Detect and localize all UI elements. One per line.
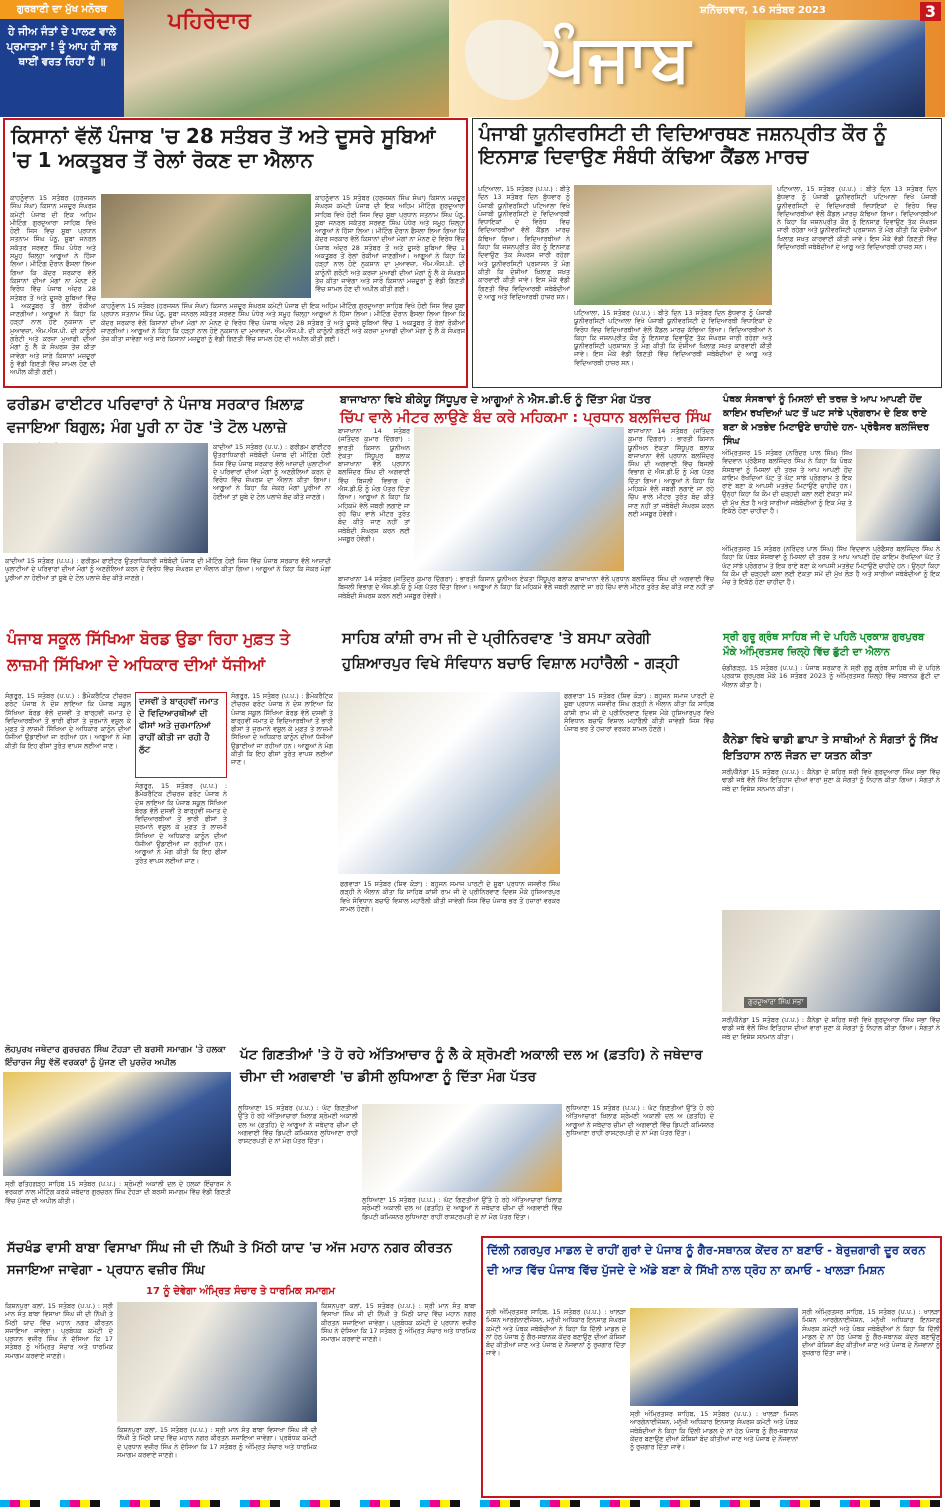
article-meter-body-cont: ਬਾਜਾਖਾਨਾ 14 ਸਤੰਬਰ (ਜਤਿੰਦਰ ਕੁਮਾਰ ਦਿੱਗਰਾ) : ਭਾਰਤੀ ਕਿਸਾਨ ਯੂਨੀਅਨ ਏਕਤਾ ਸਿੱਧੂਪੁਰ ਬਲਾਕ ਬਾਜਾਖਾਨਾ ਵੱਲੋਂ ਪ੍ਰਧਾਨ ਬਲਜਿੰਦਰ ਸਿੰਘ ਦੀ ਅਗਵਾਈ ਵਿੱਚ ਬਿਜਲੀ ਵਿਭਾਗ ਦੇ ਐਸ.ਡੀ.ਓ ਨੂੰ ਮੰਗ ਪੱਤਰ ਦਿੱਤਾ ਗਿਆ। ਆਗੂਆਂ ਨੇ ਕਿਹਾ ਕਿ ਮਹਿਕਮੇ ਵੱਲੋਂ ਜਬਰੀ ਲਗਾਏ ਜਾ ਰਹੇ ਚਿੱਪ ਵਾਲੇ ਮੀਟਰ ਤੁਰੰਤ ਬੰਦ ਕੀਤੇ ਜਾਣ ਨਹੀਂ ਤਾਂ ਜਥੇਬੰਦੀ ਸੰਘਰਸ਼ ਕਰਨ ਲਈ ਮਜਬੂਰ ਹੋਵੇਗੀ। — [628, 427, 714, 518]
article-gurpurab-body: ਚੰਡੀਗੜ੍ਹ, 15 ਸਤੰਬਰ (ਪ.ਪ.) : ਪੰਜਾਬ ਸਰਕਾਰ ਨੇ ਸ੍ਰੀ ਗੁਰੂ ਗ੍ਰੰਥ ਸਾਹਿਬ ਜੀ ਦੇ ਪਹਿਲੇ ਪ੍ਰਕਾਸ਼ ਗੁਰਪੁਰਬ ਮੌਕੇ 16 ਸਤੰਬਰ 2023 ਨੂੰ ਅੰਮ੍ਰਿਤਸਰ ਜ਼ਿਲ੍ਹੇ ਵਿੱਚ ਸਥਾਨਕ ਛੁੱਟੀ ਦਾ ਐਲਾਨ ਕੀਤਾ ਹੈ। — [722, 664, 940, 689]
article-meter-headline: ਚਿੱਪ ਵਾਲੇ ਮੀਟਰ ਲਾਉਣੇ ਬੰਦ ਕਰੇ ਮਹਿਕਮਾ : ਪ੍ਰਧਾਨ ਬਲਜਿੰਦਰ ਸਿੰਘ — [340, 410, 711, 427]
article-panthak-body-cont: ਅੰਮ੍ਰਿਤਸਰ 15 ਸਤੰਬਰ (ਨਰਿੰਦਰ ਪਾਲ ਸਿੰਘ) ਸਿੱਖ ਵਿਦਵਾਨ ਪ੍ਰੋਫੈਸਰ ਬਲਜਿੰਦਰ ਸਿੰਘ ਨੇ ਕਿਹਾ ਕਿ ਪੰਥਕ ਸੰਸਥਾਵਾਂ ਨੂੰ ਮਿਸਲਾਂ ਦੀ ਤਰਜ਼ ਤੇ ਆਪ ਆਪਣੀ ਹੋਂਦ ਕਾਇਮ ਰੱਖਦਿਆਂ ਘੱਟ ਤੋਂ ਘੱਟ ਸਾਂਝੇ ਪ੍ਰੋਗਰਾਮ ਤੇ ਇਕ ਰਾਏ ਬਣਾ ਕੇ ਆਪਸੀ ਮਤਭੇਦ ਮਿਟਾਉਣੇ ਚਾਹੀਦੇ ਹਨ। ਉਨ੍ਹਾਂ ਕਿਹਾ ਕਿ ਕੌਮ ਦੀ ਚੜ੍ਹਦੀ ਕਲਾ ਲਈ ਏਕਤਾ ਸਮੇਂ ਦੀ ਮੁੱਖ ਲੋੜ ਹੈ ਅਤੇ ਸਾਰੀਆਂ ਜਥੇਬੰਦੀਆਂ ਨੂੰ ਇਕ ਮੰਚ ਤੇ ਇਕੱਠੇ ਹੋਣਾ ਚਾਹੀਦਾ ਹੈ। — [722, 545, 940, 587]
article-meter-photo — [414, 427, 624, 571]
article-university-body: ਪਟਿਆਲਾ, 15 ਸਤੰਬਰ (ਪ.ਪ.) : ਬੀਤੇ ਦਿਨ 13 ਸਤੰਬਰ ਦਿਨ ਬੁੱਧਵਾਰ ਨੂੰ ਪੰਜਾਬੀ ਯੂਨੀਵਰਸਿਟੀ ਪਟਿਆਲਾ ਵਿਖੇ ਪੰਜਾਬੀ ਯੂਨੀਵਰਸਿਟੀ ਦੇ ਵਿਦਿਆਰਥੀ ਵਿਧਾਇਕਾਂ ਦੇ ਵਿਰੋਧ ਵਿਚ ਵਿਦਿਆਰਥੀਆਂ ਵੱਲੋਂ ਕੈਂਡਲ ਮਾਰਚ ਕੱਢਿਆ ਗਿਆ। ਵਿਦਿਆਰਥੀਆਂ ਨੇ ਕਿਹਾ ਕਿ ਜਸ਼ਨਪ੍ਰੀਤ ਕੌਰ ਨੂੰ ਇਨਸਾਫ਼ ਦਿਵਾਉਣ ਤੱਕ ਸੰਘਰਸ਼ ਜਾਰੀ ਰਹੇਗਾ ਅਤੇ ਯੂਨੀਵਰਸਿਟੀ ਪ੍ਰਸ਼ਾਸਨ ਤੋਂ ਮੰਗ ਕੀਤੀ ਕਿ ਦੋਸ਼ੀਆਂ ਖ਼ਿਲਾਫ਼ ਸਖ਼ਤ ਕਾਰਵਾਈ ਕੀਤੀ ਜਾਵੇ। ਇਸ ਮੌਕੇ ਵੱਡੀ ਗਿਣਤੀ ਵਿੱਚ ਵਿਦਿਆਰਥੀ ਜਥੇਬੰਦੀਆਂ ਦੇ ਆਗੂ ਅਤੇ ਵਿਦਿਆਰਥੀ ਹਾਜ਼ਰ ਸਨ। — [478, 185, 570, 301]
article-canada-body: ਸਰੀ/ਕੈਨੇਡਾ 15 ਸਤੰਬਰ (ਪ.ਪ.) : ਕੈਨੇਡਾ ਦੇ ਸ਼ਹਿਰ ਸਰੀ ਵਿਖੇ ਗੁਰਦੁਆਰਾ ਸਿੰਘ ਸਭਾ ਵਿੱਚ ਢਾਡੀ ਜਥੇ ਵੱਲੋਂ ਸਿੱਖ ਇਤਿਹਾਸ ਦੀਆਂ ਵਾਰਾਂ ਸੁਣਾ ਕੇ ਸੰਗਤਾਂ ਨੂੰ ਨਿਹਾਲ ਕੀਤਾ ਗਿਆ। ਸੰਗਤਾਂ ਨੇ ਜਥੇ ਦਾ ਵਿਸ਼ੇਸ਼ ਸਨਮਾਨ ਕੀਤਾ। — [722, 768, 940, 793]
article-panthak-photo — [856, 449, 940, 541]
article-canada-photo-caption: ਗੁਰਦੁਆਰਾ ਸਿੰਘ ਸਭਾ — [744, 997, 807, 1008]
article-rally-headline: ਸਾਹਿਬ ਕਾਂਸ਼ੀ ਰਾਮ ਜੀ ਦੇ ਪ੍ਰੀਨਿਰਵਾਣ 'ਤੇ ਬਸਪਾ ਕਰੇਗੀ ਹੁਸ਼ਿਆਰਪੁਰ ਵਿਖੇ ਸੰਵਿਧਾਨ ਬਚਾਓ ਵਿਸ਼ਾਲ ਮਹਾਂਰੈਲੀ - ਗੜ੍ਹੀ — [342, 629, 679, 672]
article-education-headline: ਪੰਜਾਬ ਸਕੂਲ ਸਿੱਖਿਆ ਬੋਰਡ ਉਡਾ ਰਿਹਾ ਮੁਫ਼ਤ ਤੇ ਲਾਜ਼ਮੀ ਸਿੱਖਿਆ ਦੇ ਅਧਿਕਾਰ ਦੀਆਂ ਧੱਜੀਆਂ — [7, 629, 291, 674]
article-freedom — [3, 391, 333, 619]
article-canada — [720, 730, 942, 1110]
article-panthak — [720, 391, 942, 623]
article-delhi-body-cont2: ਸ੍ਰੀ ਅੰਮ੍ਰਿਤਸਰ ਸਾਹਿਬ, 15 ਸਤੰਬਰ (ਪ.ਪ.) : ਖਾਲੜਾ ਮਿਸ਼ਨ ਆਰਗੇਨਾਈਜੇਸ਼ਨ, ਮਨੁੱਖੀ ਅਧਿਕਾਰ ਇਨਸਾਫ਼ ਸੰਘਰਸ਼ ਕਮੇਟੀ ਅਤੇ ਪੰਥਕ ਜਥੇਬੰਦੀਆਂ ਨੇ ਕਿਹਾ ਕਿ ਦਿੱਲੀ ਮਾਡਲ ਦੇ ਨਾਂ ਹੇਠ ਪੰਜਾਬ ਨੂੰ ਗੈਰ-ਸਥਾਨਕ ਕੇਂਦਰ ਬਣਾਉਣ ਦੀਆਂ ਕੋਸ਼ਿਸ਼ਾਂ ਬੰਦ ਕੀਤੀਆਂ ਜਾਣ ਅਤੇ ਪੰਜਾਬ ਦੇ ਨੌਜਵਾਨਾਂ ਨੂੰ ਰੁਜ਼ਗਾਰ ਦਿੱਤਾ ਜਾਵੇ। — [802, 1308, 940, 1358]
article-meter — [336, 391, 716, 619]
article-university-headline: ਪੰਜਾਬੀ ਯੂਨੀਵਰਸਿਟੀ ਦੀ ਵਿਦਿਆਰਥਣ ਜਸ਼ਨਪ੍ਰੀਤ ਕੌਰ ਨੂੰ ਇਨਸਾਫ਼ ਦਿਵਾਉਣ ਸੰਬੰਧੀ ਕੱਢਿਆ ਕੈਂਡਲ ਮਾਰਚ — [479, 123, 887, 169]
article-rally-body: ਫਗਵਾੜਾ 15 ਸਤੰਬਰ (ਸ਼ਿਵ ਕੋੜਾ) : ਬਹੁਜਨ ਸਮਾਜ ਪਾਰਟੀ ਦੇ ਸੂਬਾ ਪ੍ਰਧਾਨ ਜਸਵੀਰ ਸਿੰਘ ਗੜ੍ਹੀ ਨੇ ਐਲਾਨ ਕੀਤਾ ਕਿ ਸਾਹਿਬ ਕਾਂਸ਼ੀ ਰਾਮ ਜੀ ਦੇ ਪ੍ਰੀਨਿਰਵਾਣ ਦਿਵਸ ਮੌਕੇ ਹੁਸ਼ਿਆਰਪੁਰ ਵਿਖੇ ਸੰਵਿਧਾਨ ਬਚਾਓ ਵਿਸ਼ਾਲ ਮਹਾਂਰੈਲੀ ਕੀਤੀ ਜਾਵੇਗੀ ਜਿਸ ਵਿੱਚ ਪੰਜਾਬ ਭਰ ਤੋਂ ਹਜ਼ਾਰਾਂ ਵਰਕਰ ਸ਼ਾਮਲ ਹੋਣਗੇ। — [564, 692, 714, 734]
article-education-body-cont2: ਸੰਗਰੂਰ, 15 ਸਤੰਬਰ (ਪ.ਪ.) : ਡੈਮੋਕਰੈਟਿਕ ਟੀਚਰਜ਼ ਫਰੰਟ ਪੰਜਾਬ ਨੇ ਦੋਸ਼ ਲਾਇਆ ਕਿ ਪੰਜਾਬ ਸਕੂਲ ਸਿੱਖਿਆ ਬੋਰਡ ਵੱਲੋਂ ਦਸਵੀਂ ਤੇ ਬਾਰ੍ਹਵੀਂ ਜਮਾਤ ਦੇ ਵਿਦਿਆਰਥੀਆਂ ਤੋਂ ਭਾਰੀ ਫੀਸਾਂ ਤੇ ਜੁਰਮਾਨੇ ਵਸੂਲ ਕੇ ਮੁਫ਼ਤ ਤੇ ਲਾਜ਼ਮੀ ਸਿੱਖਿਆ ਦੇ ਅਧਿਕਾਰ ਕਾਨੂੰਨ ਦੀਆਂ ਧੱਜੀਆਂ ਉਡਾਈਆਂ ਜਾ ਰਹੀਆਂ ਹਨ। ਆਗੂਆਂ ਨੇ ਮੰਗ ਕੀਤੀ ਕਿ ਇਹ ਫੀਸਾਂ ਤੁਰੰਤ ਵਾਪਸ ਲਈਆਂ ਜਾਣ। — [231, 692, 333, 767]
article-kisan-headline: ਕਿਸਾਨਾਂ ਵੱਲੋਂ ਪੰਜਾਬ 'ਚ 28 ਸਤੰਬਰ ਤੋਂ ਅਤੇ ਦੂਸਰੇ ਸੂਬਿਆਂ 'ਚ 1 ਅਕਤੂਬਰ ਤੋਂ ਰੇਲਾਂ ਰੋਕਣ ਦਾ ਐਲਾਨ — [11, 124, 436, 173]
article-education-body: ਸੰਗਰੂਰ, 15 ਸਤੰਬਰ (ਪ.ਪ.) : ਡੈਮੋਕਰੈਟਿਕ ਟੀਚਰਜ਼ ਫਰੰਟ ਪੰਜਾਬ ਨੇ ਦੋਸ਼ ਲਾਇਆ ਕਿ ਪੰਜਾਬ ਸਕੂਲ ਸਿੱਖਿਆ ਬੋਰਡ ਵੱਲੋਂ ਦਸਵੀਂ ਤੇ ਬਾਰ੍ਹਵੀਂ ਜਮਾਤ ਦੇ ਵਿਦਿਆਰਥੀਆਂ ਤੋਂ ਭਾਰੀ ਫੀਸਾਂ ਤੇ ਜੁਰਮਾਨੇ ਵਸੂਲ ਕੇ ਮੁਫ਼ਤ ਤੇ ਲਾਜ਼ਮੀ ਸਿੱਖਿਆ ਦੇ ਅਧਿਕਾਰ ਕਾਨੂੰਨ ਦੀਆਂ ਧੱਜੀਆਂ ਉਡਾਈਆਂ ਜਾ ਰਹੀਆਂ ਹਨ। ਆਗੂਆਂ ਨੇ ਮੰਗ ਕੀਤੀ ਕਿ ਇਹ ਫੀਸਾਂ ਤੁਰੰਤ ਵਾਪਸ ਲਈਆਂ ਜਾਣ। — [5, 692, 131, 750]
article-kirtan-body: ਕਿਸ਼ਨਪੁਰਾ ਕਲਾਂ, 15 ਸਤੰਬਰ (ਪ.ਪ.) : ਸ੍ਰੀ ਮਾਨ ਸੰਤ ਬਾਬਾ ਵਿਸਾਖਾ ਸਿੰਘ ਜੀ ਦੀ ਨਿੱਘੀ ਤੇ ਮਿੱਠੀ ਯਾਦ ਵਿੱਚ ਮਹਾਨ ਨਗਰ ਕੀਰਤਨ ਸਜਾਇਆ ਜਾਵੇਗਾ। ਪ੍ਰਬੰਧਕ ਕਮੇਟੀ ਦੇ ਪ੍ਰਧਾਨ ਵਜ਼ੀਰ ਸਿੰਘ ਨੇ ਦੱਸਿਆ ਕਿ 17 ਸਤੰਬਰ ਨੂੰ ਅੰਮ੍ਰਿਤ ਸੰਚਾਰ ਅਤੇ ਧਾਰਮਿਕ ਸਮਾਗਮ ਕਰਵਾਏ ਜਾਣਗੇ। — [5, 1302, 113, 1360]
article-akali-headline: ਪੱਟ ਗਿਣਤੀਆਂ 'ਤੇ ਹੋ ਰਹੇ ਅੱਤਿਆਚਾਰ ਨੂੰ ਲੈ ਕੇ ਸ਼੍ਰੋਮਣੀ ਅਕਾਲੀ ਦਲ ਅ (ਫ਼ਤਹਿ) ਨੇ ਜਥੇਦਾਰ ਚੀਮਾ ਦੀ ਅਗਵਾਈ 'ਚ ਡੀਸੀ ਲੁਧਿਆਣਾ ਨੂੰ ਦਿੱਤਾ ਮੰਗ ਪੱਤਰ — [240, 1047, 703, 1085]
article-akali-body: ਲੁਧਿਆਣਾ 15 ਸਤੰਬਰ (ਪ.ਪ.) : ਘੱਟ ਗਿਣਤੀਆਂ ਉੱਤੇ ਹੋ ਰਹੇ ਅੱਤਿਆਚਾਰਾਂ ਖ਼ਿਲਾਫ਼ ਸ਼੍ਰੋਮਣੀ ਅਕਾਲੀ ਦਲ ਅ (ਫ਼ਤਹਿ) ਦੇ ਆਗੂਆਂ ਨੇ ਜਥੇਦਾਰ ਚੀਮਾ ਦੀ ਅਗਵਾਈ ਵਿੱਚ ਡਿਪਟੀ ਕਮਿਸ਼ਨਰ ਲੁਧਿਆਣਾ ਰਾਹੀਂ ਰਾਸ਼ਟਰਪਤੀ ਦੇ ਨਾਂ ਮੰਗ ਪੱਤਰ ਦਿੱਤਾ। — [238, 1104, 358, 1146]
page-number: 3 — [920, 2, 941, 21]
paper-name: ਪਹਿਰੇਦਾਰ — [168, 8, 251, 34]
article-education-sidebox-title: ਦਸਵੀਂ ਤੇ ਬਾਰ੍ਹਵੀਂ ਜਮਾਤ ਦੇ ਵਿਦਿਆਰਥੀਆਂ ਦੀ ਫੀਸਾਂ ਅਤੇ ਜੁਰਮਾਨਿਆਂ ਰਾਹੀਂ ਕੀਤੀ ਜਾ ਰਹੀ ਹੈ ਲੁੱਟ — [139, 697, 219, 755]
article-gurpurab-headline: ਸ੍ਰੀ ਗੁਰੂ ਗ੍ਰੰਥ ਸਾਹਿਬ ਜੀ ਦੇ ਪਹਿਲੇ ਪ੍ਰਕਾਸ਼ ਗੁਰਪੁਰਬ ਮੌਕੇ ਅੰਮ੍ਰਿਤਸਰ ਜ਼ਿਲ੍ਹੇ ਵਿੱਚ ਛੁੱਟੀ ਦਾ ਐਲਾਨ — [723, 632, 925, 658]
article-kirtan-headline: ਸੱਚਖੰਡ ਵਾਸੀ ਬਾਬਾ ਵਿਸਾਖਾ ਸਿੰਘ ਜੀ ਦੀ ਨਿੱਘੀ ਤੇ ਮਿੱਠੀ ਯਾਦ 'ਚ ਅੱਜ ਮਹਾਨ ਨਗਰ ਕੀਰਤਨ ਸਜਾਇਆ ਜਾਵੇਗਾ - ਪ੍ਰਧਾਨ ਵਜ਼ੀਰ ਸਿੰਘ — [7, 1241, 453, 1278]
article-delhi-photo — [630, 1308, 798, 1406]
section-title: ਪੰਜਾਬ — [545, 22, 693, 96]
article-education — [3, 622, 335, 1040]
masthead — [0, 0, 945, 117]
article-education-body-cont: ਸੰਗਰੂਰ, 15 ਸਤੰਬਰ (ਪ.ਪ.) : ਡੈਮੋਕਰੈਟਿਕ ਟੀਚਰਜ਼ ਫਰੰਟ ਪੰਜਾਬ ਨੇ ਦੋਸ਼ ਲਾਇਆ ਕਿ ਪੰਜਾਬ ਸਕੂਲ ਸਿੱਖਿਆ ਬੋਰਡ ਵੱਲੋਂ ਦਸਵੀਂ ਤੇ ਬਾਰ੍ਹਵੀਂ ਜਮਾਤ ਦੇ ਵਿਦਿਆਰਥੀਆਂ ਤੋਂ ਭਾਰੀ ਫੀਸਾਂ ਤੇ ਜੁਰਮਾਨੇ ਵਸੂਲ ਕੇ ਮੁਫ਼ਤ ਤੇ ਲਾਜ਼ਮੀ ਸਿੱਖਿਆ ਦੇ ਅਧਿਕਾਰ ਕਾਨੂੰਨ ਦੀਆਂ ਧੱਜੀਆਂ ਉਡਾਈਆਂ ਜਾ ਰਹੀਆਂ ਹਨ। ਆਗੂਆਂ ਨੇ ਮੰਗ ਕੀਤੀ ਕਿ ਇਹ ਫੀਸਾਂ ਤੁਰੰਤ ਵਾਪਸ ਲਈਆਂ ਜਾਣ। — [135, 782, 227, 865]
article-rally — [338, 622, 716, 1040]
article-kirtan-photo — [117, 1302, 317, 1422]
gurbani-text: ਹੇ ਜੀਅ ਜੰਤਾਂ ਦੇ ਪਾਲਣ ਵਾਲੇ ਪ੍ਰਮਾਤਮਾ ! ਤੂੰ ਆਪ ਹੀ ਸਭ ਥਾਈਂ ਵਰਤ ਰਿਹਾ ਹੈਂ ॥ — [6, 26, 118, 68]
article-freedom-body: ਕਾਦੀਆਂ 15 ਸਤੰਬਰ (ਪ.ਪ.) : ਫਰੀਡਮ ਫਾਈਟਰ ਉਤਰਾਧਿਕਾਰੀ ਜਥੇਬੰਦੀ ਪੰਜਾਬ ਦੀ ਮੀਟਿੰਗ ਹੋਈ ਜਿਸ ਵਿੱਚ ਪੰਜਾਬ ਸਰਕਾਰ ਵੱਲੋਂ ਆਜ਼ਾਦੀ ਘੁਲਾਟੀਆਂ ਦੇ ਪਰਿਵਾਰਾਂ ਦੀਆਂ ਮੰਗਾਂ ਨੂੰ ਅਣਗੌਲਿਆਂ ਕਰਨ ਦੇ ਵਿਰੋਧ ਵਿੱਚ ਸੰਘਰਸ਼ ਦਾ ਐਲਾਨ ਕੀਤਾ ਗਿਆ। ਆਗੂਆਂ ਨੇ ਕਿਹਾ ਕਿ ਜੇਕਰ ਮੰਗਾਂ ਪੂਰੀਆਂ ਨਾ ਹੋਈਆਂ ਤਾਂ ਸੂਬੇ ਦੇ ਟੋਲ ਪਲਾਜ਼ੇ ਬੰਦ ਕੀਤੇ ਜਾਣਗੇ। — [213, 443, 331, 501]
punjab-map-icon — [465, 20, 550, 100]
registration-strip — [0, 1500, 945, 1507]
article-university-photo — [574, 185, 772, 305]
article-education-sidebox — [135, 692, 227, 778]
article-kirtan-body-cont2: ਕਿਸ਼ਨਪੁਰਾ ਕਲਾਂ, 15 ਸਤੰਬਰ (ਪ.ਪ.) : ਸ੍ਰੀ ਮਾਨ ਸੰਤ ਬਾਬਾ ਵਿਸਾਖਾ ਸਿੰਘ ਜੀ ਦੀ ਨਿੱਘੀ ਤੇ ਮਿੱਠੀ ਯਾਦ ਵਿੱਚ ਮਹਾਨ ਨਗਰ ਕੀਰਤਨ ਸਜਾਇਆ ਜਾਵੇਗਾ। ਪ੍ਰਬੰਧਕ ਕਮੇਟੀ ਦੇ ਪ੍ਰਧਾਨ ਵਜ਼ੀਰ ਸਿੰਘ ਨੇ ਦੱਸਿਆ ਕਿ 17 ਸਤੰਬਰ ਨੂੰ ਅੰਮ੍ਰਿਤ ਸੰਚਾਰ ਅਤੇ ਧਾਰਮਿਕ ਸਮਾਗਮ ਕਰਵਾਏ ਜਾਣਗੇ। — [321, 1302, 476, 1344]
article-gurpurab — [720, 628, 942, 728]
article-university-body-cont2: ਪਟਿਆਲਾ, 15 ਸਤੰਬਰ (ਪ.ਪ.) : ਬੀਤੇ ਦਿਨ 13 ਸਤੰਬਰ ਦਿਨ ਬੁੱਧਵਾਰ ਨੂੰ ਪੰਜਾਬੀ ਯੂਨੀਵਰਸਿਟੀ ਪਟਿਆਲਾ ਵਿਖੇ ਪੰਜਾਬੀ ਯੂਨੀਵਰਸਿਟੀ ਦੇ ਵਿਦਿਆਰਥੀ ਵਿਧਾਇਕਾਂ ਦੇ ਵਿਰੋਧ ਵਿਚ ਵਿਦਿਆਰਥੀਆਂ ਵੱਲੋਂ ਕੈਂਡਲ ਮਾਰਚ ਕੱਢਿਆ ਗਿਆ। ਵਿਦਿਆਰਥੀਆਂ ਨੇ ਕਿਹਾ ਕਿ ਜਸ਼ਨਪ੍ਰੀਤ ਕੌਰ ਨੂੰ ਇਨਸਾਫ਼ ਦਿਵਾਉਣ ਤੱਕ ਸੰਘਰਸ਼ ਜਾਰੀ ਰਹੇਗਾ ਅਤੇ ਯੂਨੀਵਰਸਿਟੀ ਪ੍ਰਸ਼ਾਸਨ ਤੋਂ ਮੰਗ ਕੀਤੀ ਕਿ ਦੋਸ਼ੀਆਂ ਖ਼ਿਲਾਫ਼ ਸਖ਼ਤ ਕਾਰਵਾਈ ਕੀਤੀ ਜਾਵੇ। ਇਸ ਮੌਕੇ ਵੱਡੀ ਗਿਣਤੀ ਵਿੱਚ ਵਿਦਿਆਰਥੀ ਜਥੇਬੰਦੀਆਂ ਦੇ ਆਗੂ ਅਤੇ ਵਿਦਿਆਰਥੀ ਹਾਜ਼ਰ ਸਨ। — [777, 185, 937, 252]
article-freedom-headline: ਫਰੀਡਮ ਫਾਈਟਰ ਪਰਿਵਾਰਾਂ ਨੇ ਪੰਜਾਬ ਸਰਕਾਰ ਖ਼ਿਲਾਫ਼ ਵਜਾਇਆ ਬਿਗੁਲ; ਮੰਗ ਪੂਰੀ ਨਾ ਹੋਣ 'ਤੇ ਟੋਲ ਪਲਾਜ਼ੇ — [7, 395, 304, 437]
article-kisan-body: ਕਾਹਨੂੰਵਾਨ 15 ਸਤੰਬਰ (ਹਰਜਸ਼ਨ ਸਿੰਘ ਸੰਘਾ) ਕਿਸਾਨ ਮਜ਼ਦੂਰ ਸੰਘਰਸ਼ ਕਮੇਟੀ ਪੰਜਾਬ ਦੀ ਇਕ ਅਹਿਮ ਮੀਟਿੰਗ ਗੁਰਦੁਆਰਾ ਸਾਹਿਬ ਵਿਖੇ ਹੋਈ ਜਿਸ ਵਿਚ ਸੂਬਾ ਪ੍ਰਧਾਨ ਸਤਨਾਮ ਸਿੰਘ ਪੰਨੂ, ਸੂਬਾ ਜਨਰਲ ਸਕੱਤਰ ਸਰਵਣ ਸਿੰਘ ਪੰਧੇਰ ਅਤੇ ਸਮੂਹ ਜ਼ਿਲ੍ਹਾ ਆਗੂਆਂ ਨੇ ਹਿੱਸਾ ਲਿਆ। ਮੀਟਿੰਗ ਦੌਰਾਨ ਫੈਸਲਾ ਲਿਆ ਗਿਆ ਕਿ ਕੇਂਦਰ ਸਰਕਾਰ ਵੱਲੋਂ ਕਿਸਾਨਾਂ ਦੀਆਂ ਮੰਗਾਂ ਨਾ ਮੰਨਣ ਦੇ ਵਿਰੋਧ ਵਿੱਚ ਪੰਜਾਬ ਅੰਦਰ 28 ਸਤੰਬਰ ਤੋਂ ਅਤੇ ਦੂਸਰੇ ਸੂਬਿਆਂ ਵਿੱਚ 1 ਅਕਤੂਬਰ ਤੋਂ ਰੇਲਾਂ ਰੋਕੀਆਂ ਜਾਣਗੀਆਂ। ਆਗੂਆਂ ਨੇ ਕਿਹਾ ਕਿ ਹੜ੍ਹਾਂ ਨਾਲ ਹੋਏ ਨੁਕਸਾਨ ਦਾ ਮੁਆਵਜ਼ਾ, ਐਮ.ਐਸ.ਪੀ. ਦੀ ਕਾਨੂੰਨੀ ਗਰੰਟੀ ਅਤੇ ਕਰਜ਼ਾ ਮੁਆਫੀ ਦੀਆਂ ਮੰਗਾਂ ਨੂੰ ਲੈ ਕੇ ਸੰਘਰਸ਼ ਤੇਜ਼ ਕੀਤਾ ਜਾਵੇਗਾ ਅਤੇ ਸਾਰੇ ਕਿਸਾਨਾਂ ਮਜ਼ਦੂਰਾਂ ਨੂੰ ਵੱਡੀ ਗਿਣਤੀ ਵਿੱਚ ਸ਼ਾਮਲ ਹੋਣ ਦੀ ਅਪੀਲ ਕੀਤੀ ਗਈ। — [10, 194, 96, 377]
article-panthak-headline: ਪੰਥਕ ਸੰਸਥਾਵਾਂ ਨੂੰ ਮਿਸਲਾਂ ਦੀ ਤਰਜ਼ ਤੇ ਆਪ ਆਪਣੀ ਹੋਂਦ ਕਾਇਮ ਰਖਦਿਆਂ ਘਟ ਤੋਂ ਘਟ ਸਾਂਝੇ ਪ੍ਰੋਗਰਾਮ ਦੇ ਇਕ ਰਾਏ ਬਣਾ ਕੇ ਮਤਭੇਦ ਮਿਟਾਉਣੇ ਚਾਹੀਦੇ ਹਨ- ਪ੍ਰੋਫੈਸਰ ਬਲਜਿੰਦਰ ਸਿੰਘ — [723, 394, 930, 447]
article-kisan-photo — [101, 194, 311, 298]
article-tohra-headline: ਲੋਹਪੁਰਖ ਜਥੇਦਾਰ ਗੁਰਚਰਨ ਸਿੰਘ ਟੌਹੜਾ ਦੀ ਬਰਸੀ ਸਮਾਗਮ 'ਤੇ ਹਲਕਾ ਇੰਚਾਰਜ ਸੰਧੂ ਵੱਲੋਂ ਵਰਕਰਾਂ ਨੂੰ ਪੁੱਜਣ ਦੀ ਪੁਰਜ਼ੋਰ ਅਪੀਲ — [5, 1045, 226, 1068]
article-tohra-body: ਸ੍ਰੀ ਫਤਿਹਗੜ੍ਹ ਸਾਹਿਬ 15 ਸਤੰਬਰ (ਪ.ਪ.) : ਸ਼੍ਰੋਮਣੀ ਅਕਾਲੀ ਦਲ ਦੇ ਹਲਕਾ ਇੰਚਾਰਜ ਨੇ ਵਰਕਰਾਂ ਨਾਲ ਮੀਟਿੰਗ ਕਰਕੇ ਜਥੇਦਾਰ ਗੁਰਚਰਨ ਸਿੰਘ ਟੌਹੜਾ ਦੀ ਬਰਸੀ ਸਮਾਗਮ ਵਿੱਚ ਵੱਡੀ ਗਿਣਤੀ ਵਿੱਚ ਪੁੱਜਣ ਦੀ ਅਪੀਲ ਕੀਤੀ। — [5, 1180, 231, 1205]
article-kisan-body-cont: ਕਾਹਨੂੰਵਾਨ 15 ਸਤੰਬਰ (ਹਰਜਸ਼ਨ ਸਿੰਘ ਸੰਘਾ) ਕਿਸਾਨ ਮਜ਼ਦੂਰ ਸੰਘਰਸ਼ ਕਮੇਟੀ ਪੰਜਾਬ ਦੀ ਇਕ ਅਹਿਮ ਮੀਟਿੰਗ ਗੁਰਦੁਆਰਾ ਸਾਹਿਬ ਵਿਖੇ ਹੋਈ ਜਿਸ ਵਿਚ ਸੂਬਾ ਪ੍ਰਧਾਨ ਸਤਨਾਮ ਸਿੰਘ ਪੰਨੂ, ਸੂਬਾ ਜਨਰਲ ਸਕੱਤਰ ਸਰਵਣ ਸਿੰਘ ਪੰਧੇਰ ਅਤੇ ਸਮੂਹ ਜ਼ਿਲ੍ਹਾ ਆਗੂਆਂ ਨੇ ਹਿੱਸਾ ਲਿਆ। ਮੀਟਿੰਗ ਦੌਰਾਨ ਫੈਸਲਾ ਲਿਆ ਗਿਆ ਕਿ ਕੇਂਦਰ ਸਰਕਾਰ ਵੱਲੋਂ ਕਿਸਾਨਾਂ ਦੀਆਂ ਮੰਗਾਂ ਨਾ ਮੰਨਣ ਦੇ ਵਿਰੋਧ ਵਿੱਚ ਪੰਜਾਬ ਅੰਦਰ 28 ਸਤੰਬਰ ਤੋਂ ਅਤੇ ਦੂਸਰੇ ਸੂਬਿਆਂ ਵਿੱਚ 1 ਅਕਤੂਬਰ ਤੋਂ ਰੇਲਾਂ ਰੋਕੀਆਂ ਜਾਣਗੀਆਂ। ਆਗੂਆਂ ਨੇ ਕਿਹਾ ਕਿ ਹੜ੍ਹਾਂ ਨਾਲ ਹੋਏ ਨੁਕਸਾਨ ਦਾ ਮੁਆਵਜ਼ਾ, ਐਮ.ਐਸ.ਪੀ. ਦੀ ਕਾਨੂੰਨੀ ਗਰੰਟੀ ਅਤੇ ਕਰਜ਼ਾ ਮੁਆਫੀ ਦੀਆਂ ਮੰਗਾਂ ਨੂੰ ਲੈ ਕੇ ਸੰਘਰਸ਼ ਤੇਜ਼ ਕੀਤਾ ਜਾਵੇਗਾ ਅਤੇ ਸਾਰੇ ਕਿਸਾਨਾਂ ਮਜ਼ਦੂਰਾਂ ਨੂੰ ਵੱਡੀ ਗਿਣਤੀ ਵਿੱਚ ਸ਼ਾਮਲ ਹੋਣ ਦੀ ਅਪੀਲ ਕੀਤੀ ਗਈ। — [315, 194, 465, 294]
article-meter-body-cont2: ਬਾਜਾਖਾਨਾ 14 ਸਤੰਬਰ (ਜਤਿੰਦਰ ਕੁਮਾਰ ਦਿੱਗਰਾ) : ਭਾਰਤੀ ਕਿਸਾਨ ਯੂਨੀਅਨ ਏਕਤਾ ਸਿੱਧੂਪੁਰ ਬਲਾਕ ਬਾਜਾਖਾਨਾ ਵੱਲੋਂ ਪ੍ਰਧਾਨ ਬਲਜਿੰਦਰ ਸਿੰਘ ਦੀ ਅਗਵਾਈ ਵਿੱਚ ਬਿਜਲੀ ਵਿਭਾਗ ਦੇ ਐਸ.ਡੀ.ਓ ਨੂੰ ਮੰਗ ਪੱਤਰ ਦਿੱਤਾ ਗਿਆ। ਆਗੂਆਂ ਨੇ ਕਿਹਾ ਕਿ ਮਹਿਕਮੇ ਵੱਲੋਂ ਜਬਰੀ ਲਗਾਏ ਜਾ ਰਹੇ ਚਿੱਪ ਵਾਲੇ ਮੀਟਰ ਤੁਰੰਤ ਬੰਦ ਕੀਤੇ ਜਾਣ ਨਹੀਂ ਤਾਂ ਜਥੇਬੰਦੀ ਸੰਘਰਸ਼ ਕਰਨ ਲਈ ਮਜਬੂਰ ਹੋਵੇਗੀ। — [338, 575, 714, 600]
article-delhi-headline: ਦਿੱਲੀ ਨਗਰਪੁਰ ਮਾਡਲ ਦੇ ਰਾਹੀਂ ਗੁਰਾਂ ਦੇ ਪੰਜਾਬ ਨੂੰ ਗੈਰ-ਸਥਾਨਕ ਕੇਂਦਰ ਨਾ ਬਣਾਓ - ਬੇਰੁਜ਼ਗਾਰੀ ਦੂਰ ਕਰਨ ਦੀ ਆੜ ਵਿੱਚ ਪੰਜਾਬ ਵਿੱਚ ਪੁੱਜਦੇ ਦੇ ਅੱਡੇ ਬਣਾ ਕੇ ਸਿੱਖੀ ਨਾਲ ਧ੍ਰੋਹ ਨਾ ਕਮਾਓ - ਖਾਲੜਾ ਮਿਸ਼ਨ — [487, 1243, 926, 1277]
article-kirtan — [3, 1236, 478, 1498]
article-rally-body-cont: ਫਗਵਾੜਾ 15 ਸਤੰਬਰ (ਸ਼ਿਵ ਕੋੜਾ) : ਬਹੁਜਨ ਸਮਾਜ ਪਾਰਟੀ ਦੇ ਸੂਬਾ ਪ੍ਰਧਾਨ ਜਸਵੀਰ ਸਿੰਘ ਗੜ੍ਹੀ ਨੇ ਐਲਾਨ ਕੀਤਾ ਕਿ ਸਾਹਿਬ ਕਾਂਸ਼ੀ ਰਾਮ ਜੀ ਦੇ ਪ੍ਰੀਨਿਰਵਾਣ ਦਿਵਸ ਮੌਕੇ ਹੁਸ਼ਿਆਰਪੁਰ ਵਿਖੇ ਸੰਵਿਧਾਨ ਬਚਾਓ ਵਿਸ਼ਾਲ ਮਹਾਂਰੈਲੀ ਕੀਤੀ ਜਾਵੇਗੀ ਜਿਸ ਵਿੱਚ ਪੰਜਾਬ ਭਰ ਤੋਂ ਹਜ਼ਾਰਾਂ ਵਰਕਰ ਸ਼ਾਮਲ ਹੋਣਗੇ। — [340, 880, 560, 913]
article-kirtan-body-cont: ਕਿਸ਼ਨਪੁਰਾ ਕਲਾਂ, 15 ਸਤੰਬਰ (ਪ.ਪ.) : ਸ੍ਰੀ ਮਾਨ ਸੰਤ ਬਾਬਾ ਵਿਸਾਖਾ ਸਿੰਘ ਜੀ ਦੀ ਨਿੱਘੀ ਤੇ ਮਿੱਠੀ ਯਾਦ ਵਿੱਚ ਮਹਾਨ ਨਗਰ ਕੀਰਤਨ ਸਜਾਇਆ ਜਾਵੇਗਾ। ਪ੍ਰਬੰਧਕ ਕਮੇਟੀ ਦੇ ਪ੍ਰਧਾਨ ਵਜ਼ੀਰ ਸਿੰਘ ਨੇ ਦੱਸਿਆ ਕਿ 17 ਸਤੰਬਰ ਨੂੰ ਅੰਮ੍ਰਿਤ ਸੰਚਾਰ ਅਤੇ ਧਾਰਮਿਕ ਸਮਾਗਮ ਕਰਵਾਏ ਜਾਣਗੇ। — [117, 1426, 317, 1459]
gurbani-title: ਗੁਰਬਾਣੀ ਦਾ ਮੁੱਖ ਮਨੋਰਥ — [0, 0, 124, 19]
article-tohra-photo — [3, 1072, 231, 1176]
article-tohra — [3, 1042, 233, 1234]
article-akali-body-cont2: ਲੁਧਿਆਣਾ 15 ਸਤੰਬਰ (ਪ.ਪ.) : ਘੱਟ ਗਿਣਤੀਆਂ ਉੱਤੇ ਹੋ ਰਹੇ ਅੱਤਿਆਚਾਰਾਂ ਖ਼ਿਲਾਫ਼ ਸ਼੍ਰੋਮਣੀ ਅਕਾਲੀ ਦਲ ਅ (ਫ਼ਤਹਿ) ਦੇ ਆਗੂਆਂ ਨੇ ਜਥੇਦਾਰ ਚੀਮਾ ਦੀ ਅਗਵਾਈ ਵਿੱਚ ਡਿਪਟੀ ਕਮਿਸ਼ਨਰ ਲੁਧਿਆਣਾ ਰਾਹੀਂ ਰਾਸ਼ਟਰਪਤੀ ਦੇ ਨਾਂ ਮੰਗ ਪੱਤਰ ਦਿੱਤਾ। — [566, 1104, 714, 1137]
article-delhi-body-cont: ਸ੍ਰੀ ਅੰਮ੍ਰਿਤਸਰ ਸਾਹਿਬ, 15 ਸਤੰਬਰ (ਪ.ਪ.) : ਖਾਲੜਾ ਮਿਸ਼ਨ ਆਰਗੇਨਾਈਜੇਸ਼ਨ, ਮਨੁੱਖੀ ਅਧਿਕਾਰ ਇਨਸਾਫ਼ ਸੰਘਰਸ਼ ਕਮੇਟੀ ਅਤੇ ਪੰਥਕ ਜਥੇਬੰਦੀਆਂ ਨੇ ਕਿਹਾ ਕਿ ਦਿੱਲੀ ਮਾਡਲ ਦੇ ਨਾਂ ਹੇਠ ਪੰਜਾਬ ਨੂੰ ਗੈਰ-ਸਥਾਨਕ ਕੇਂਦਰ ਬਣਾਉਣ ਦੀਆਂ ਕੋਸ਼ਿਸ਼ਾਂ ਬੰਦ ਕੀਤੀਆਂ ਜਾਣ ਅਤੇ ਪੰਜਾਬ ਦੇ ਨੌਜਵਾਨਾਂ ਨੂੰ ਰੁਜ਼ਗਾਰ ਦਿੱਤਾ ਜਾਵੇ। — [630, 1410, 798, 1452]
article-university-body-cont: ਪਟਿਆਲਾ, 15 ਸਤੰਬਰ (ਪ.ਪ.) : ਬੀਤੇ ਦਿਨ 13 ਸਤੰਬਰ ਦਿਨ ਬੁੱਧਵਾਰ ਨੂੰ ਪੰਜਾਬੀ ਯੂਨੀਵਰਸਿਟੀ ਪਟਿਆਲਾ ਵਿਖੇ ਪੰਜਾਬੀ ਯੂਨੀਵਰਸਿਟੀ ਦੇ ਵਿਦਿਆਰਥੀ ਵਿਧਾਇਕਾਂ ਦੇ ਵਿਰੋਧ ਵਿਚ ਵਿਦਿਆਰਥੀਆਂ ਵੱਲੋਂ ਕੈਂਡਲ ਮਾਰਚ ਕੱਢਿਆ ਗਿਆ। ਵਿਦਿਆਰਥੀਆਂ ਨੇ ਕਿਹਾ ਕਿ ਜਸ਼ਨਪ੍ਰੀਤ ਕੌਰ ਨੂੰ ਇਨਸਾਫ਼ ਦਿਵਾਉਣ ਤੱਕ ਸੰਘਰਸ਼ ਜਾਰੀ ਰਹੇਗਾ ਅਤੇ ਯੂਨੀਵਰਸਿਟੀ ਪ੍ਰਸ਼ਾਸਨ ਤੋਂ ਮੰਗ ਕੀਤੀ ਕਿ ਦੋਸ਼ੀਆਂ ਖ਼ਿਲਾਫ਼ ਸਖ਼ਤ ਕਾਰਵਾਈ ਕੀਤੀ ਜਾਵੇ। ਇਸ ਮੌਕੇ ਵੱਡੀ ਗਿਣਤੀ ਵਿੱਚ ਵਿਦਿਆਰਥੀ ਜਥੇਬੰਦੀਆਂ ਦੇ ਆਗੂ ਅਤੇ ਵਿਦਿਆਰਥੀ ਹਾਜ਼ਰ ਸਨ। — [574, 309, 772, 367]
article-panthak-body: ਅੰਮ੍ਰਿਤਸਰ 15 ਸਤੰਬਰ (ਨਰਿੰਦਰ ਪਾਲ ਸਿੰਘ) ਸਿੱਖ ਵਿਦਵਾਨ ਪ੍ਰੋਫੈਸਰ ਬਲਜਿੰਦਰ ਸਿੰਘ ਨੇ ਕਿਹਾ ਕਿ ਪੰਥਕ ਸੰਸਥਾਵਾਂ ਨੂੰ ਮਿਸਲਾਂ ਦੀ ਤਰਜ਼ ਤੇ ਆਪ ਆਪਣੀ ਹੋਂਦ ਕਾਇਮ ਰੱਖਦਿਆਂ ਘੱਟ ਤੋਂ ਘੱਟ ਸਾਂਝੇ ਪ੍ਰੋਗਰਾਮ ਤੇ ਇਕ ਰਾਏ ਬਣਾ ਕੇ ਆਪਸੀ ਮਤਭੇਦ ਮਿਟਾਉਣੇ ਚਾਹੀਦੇ ਹਨ। ਉਨ੍ਹਾਂ ਕਿਹਾ ਕਿ ਕੌਮ ਦੀ ਚੜ੍ਹਦੀ ਕਲਾ ਲਈ ਏਕਤਾ ਸਮੇਂ ਦੀ ਮੁੱਖ ਲੋੜ ਹੈ ਅਤੇ ਸਾਰੀਆਂ ਜਥੇਬੰਦੀਆਂ ਨੂੰ ਇਕ ਮੰਚ ਤੇ ਇਕੱਠੇ ਹੋਣਾ ਚਾਹੀਦਾ ਹੈ। — [722, 449, 852, 516]
article-akali — [236, 1042, 716, 1234]
article-kirtan-subhead: 17 ਨੂੰ ਦੇਵੇਗਾ ਅੰਮ੍ਰਿਤ ਸੰਚਾਰ ਤੇ ਧਾਰਮਿਕ ਸਮਾਗਮ — [146, 1286, 335, 1297]
article-kisan — [3, 118, 468, 388]
masthead-photo-tractor — [745, 20, 925, 117]
article-akali-photo — [362, 1104, 562, 1192]
article-rally-photo — [338, 692, 560, 874]
article-university — [472, 118, 942, 388]
article-delhi — [481, 1236, 942, 1498]
issue-date: ਸ਼ਨਿੱਚਰਵਾਰ, 16 ਸਤੰਬਰ 2023 — [700, 5, 826, 16]
article-meter-kicker: ਬਾਜਾਖਾਨਾ ਵਿਖੇ ਬੀਕੇਯੂ ਸਿੱਧੂਪੁਰ ਦੇ ਆਗੂਆਂ ਨੇ ਐਸ.ਡੀ.ਓ ਨੂੰ ਦਿੱਤਾ ਮੰਗ ਪੱਤਰ — [340, 393, 651, 406]
article-freedom-photo — [3, 443, 208, 553]
article-delhi-body: ਸ੍ਰੀ ਅੰਮ੍ਰਿਤਸਰ ਸਾਹਿਬ, 15 ਸਤੰਬਰ (ਪ.ਪ.) : ਖਾਲੜਾ ਮਿਸ਼ਨ ਆਰਗੇਨਾਈਜੇਸ਼ਨ, ਮਨੁੱਖੀ ਅਧਿਕਾਰ ਇਨਸਾਫ਼ ਸੰਘਰਸ਼ ਕਮੇਟੀ ਅਤੇ ਪੰਥਕ ਜਥੇਬੰਦੀਆਂ ਨੇ ਕਿਹਾ ਕਿ ਦਿੱਲੀ ਮਾਡਲ ਦੇ ਨਾਂ ਹੇਠ ਪੰਜਾਬ ਨੂੰ ਗੈਰ-ਸਥਾਨਕ ਕੇਂਦਰ ਬਣਾਉਣ ਦੀਆਂ ਕੋਸ਼ਿਸ਼ਾਂ ਬੰਦ ਕੀਤੀਆਂ ਜਾਣ ਅਤੇ ਪੰਜਾਬ ਦੇ ਨੌਜਵਾਨਾਂ ਨੂੰ ਰੁਜ਼ਗਾਰ ਦਿੱਤਾ ਜਾਵੇ। — [486, 1308, 626, 1358]
article-canada-body-cont: ਸਰੀ/ਕੈਨੇਡਾ 15 ਸਤੰਬਰ (ਪ.ਪ.) : ਕੈਨੇਡਾ ਦੇ ਸ਼ਹਿਰ ਸਰੀ ਵਿਖੇ ਗੁਰਦੁਆਰਾ ਸਿੰਘ ਸਭਾ ਵਿੱਚ ਢਾਡੀ ਜਥੇ ਵੱਲੋਂ ਸਿੱਖ ਇਤਿਹਾਸ ਦੀਆਂ ਵਾਰਾਂ ਸੁਣਾ ਕੇ ਸੰਗਤਾਂ ਨੂੰ ਨਿਹਾਲ ਕੀਤਾ ਗਿਆ। ਸੰਗਤਾਂ ਨੇ ਜਥੇ ਦਾ ਵਿਸ਼ੇਸ਼ ਸਨਮਾਨ ਕੀਤਾ। — [722, 1016, 940, 1041]
article-akali-body-cont: ਲੁਧਿਆਣਾ 15 ਸਤੰਬਰ (ਪ.ਪ.) : ਘੱਟ ਗਿਣਤੀਆਂ ਉੱਤੇ ਹੋ ਰਹੇ ਅੱਤਿਆਚਾਰਾਂ ਖ਼ਿਲਾਫ਼ ਸ਼੍ਰੋਮਣੀ ਅਕਾਲੀ ਦਲ ਅ (ਫ਼ਤਹਿ) ਦੇ ਆਗੂਆਂ ਨੇ ਜਥੇਦਾਰ ਚੀਮਾ ਦੀ ਅਗਵਾਈ ਵਿੱਚ ਡਿਪਟੀ ਕਮਿਸ਼ਨਰ ਲੁਧਿਆਣਾ ਰਾਹੀਂ ਰਾਸ਼ਟਰਪਤੀ ਦੇ ਨਾਂ ਮੰਗ ਪੱਤਰ ਦਿੱਤਾ। — [362, 1196, 562, 1221]
article-meter-body: ਬਾਜਾਖਾਨਾ 14 ਸਤੰਬਰ (ਜਤਿੰਦਰ ਕੁਮਾਰ ਦਿੱਗਰਾ) : ਭਾਰਤੀ ਕਿਸਾਨ ਯੂਨੀਅਨ ਏਕਤਾ ਸਿੱਧੂਪੁਰ ਬਲਾਕ ਬਾਜਾਖਾਨਾ ਵੱਲੋਂ ਪ੍ਰਧਾਨ ਬਲਜਿੰਦਰ ਸਿੰਘ ਦੀ ਅਗਵਾਈ ਵਿੱਚ ਬਿਜਲੀ ਵਿਭਾਗ ਦੇ ਐਸ.ਡੀ.ਓ ਨੂੰ ਮੰਗ ਪੱਤਰ ਦਿੱਤਾ ਗਿਆ। ਆਗੂਆਂ ਨੇ ਕਿਹਾ ਕਿ ਮਹਿਕਮੇ ਵੱਲੋਂ ਜਬਰੀ ਲਗਾਏ ਜਾ ਰਹੇ ਚਿੱਪ ਵਾਲੇ ਮੀਟਰ ਤੁਰੰਤ ਬੰਦ ਕੀਤੇ ਜਾਣ ਨਹੀਂ ਤਾਂ ਜਥੇਬੰਦੀ ਸੰਘਰਸ਼ ਕਰਨ ਲਈ ਮਜਬੂਰ ਹੋਵੇਗੀ। — [338, 427, 410, 543]
gurbani-box — [0, 0, 124, 117]
article-canada-headline: ਕੈਨੇਡਾ ਵਿਖੇ ਢਾਡੀ ਛਾਪਾ ਤੇ ਸਾਥੀਆਂ ਨੇ ਸੰਗਤਾਂ ਨੂੰ ਸਿੱਖ ਇਤਿਹਾਸ ਨਾਲ ਜੋੜਨ ਦਾ ਯਤਨ ਕੀਤਾ — [723, 733, 938, 762]
article-freedom-body-cont: ਕਾਦੀਆਂ 15 ਸਤੰਬਰ (ਪ.ਪ.) : ਫਰੀਡਮ ਫਾਈਟਰ ਉਤਰਾਧਿਕਾਰੀ ਜਥੇਬੰਦੀ ਪੰਜਾਬ ਦੀ ਮੀਟਿੰਗ ਹੋਈ ਜਿਸ ਵਿੱਚ ਪੰਜਾਬ ਸਰਕਾਰ ਵੱਲੋਂ ਆਜ਼ਾਦੀ ਘੁਲਾਟੀਆਂ ਦੇ ਪਰਿਵਾਰਾਂ ਦੀਆਂ ਮੰਗਾਂ ਨੂੰ ਅਣਗੌਲਿਆਂ ਕਰਨ ਦੇ ਵਿਰੋਧ ਵਿੱਚ ਸੰਘਰਸ਼ ਦਾ ਐਲਾਨ ਕੀਤਾ ਗਿਆ। ਆਗੂਆਂ ਨੇ ਕਿਹਾ ਕਿ ਜੇਕਰ ਮੰਗਾਂ ਪੂਰੀਆਂ ਨਾ ਹੋਈਆਂ ਤਾਂ ਸੂਬੇ ਦੇ ਟੋਲ ਪਲਾਜ਼ੇ ਬੰਦ ਕੀਤੇ ਜਾਣਗੇ। — [5, 557, 331, 582]
article-canada-photo — [722, 910, 940, 1012]
article-kisan-body-cont2: ਕਾਹਨੂੰਵਾਨ 15 ਸਤੰਬਰ (ਹਰਜਸ਼ਨ ਸਿੰਘ ਸੰਘਾ) ਕਿਸਾਨ ਮਜ਼ਦੂਰ ਸੰਘਰਸ਼ ਕਮੇਟੀ ਪੰਜਾਬ ਦੀ ਇਕ ਅਹਿਮ ਮੀਟਿੰਗ ਗੁਰਦੁਆਰਾ ਸਾਹਿਬ ਵਿਖੇ ਹੋਈ ਜਿਸ ਵਿਚ ਸੂਬਾ ਪ੍ਰਧਾਨ ਸਤਨਾਮ ਸਿੰਘ ਪੰਨੂ, ਸੂਬਾ ਜਨਰਲ ਸਕੱਤਰ ਸਰਵਣ ਸਿੰਘ ਪੰਧੇਰ ਅਤੇ ਸਮੂਹ ਜ਼ਿਲ੍ਹਾ ਆਗੂਆਂ ਨੇ ਹਿੱਸਾ ਲਿਆ। ਮੀਟਿੰਗ ਦੌਰਾਨ ਫੈਸਲਾ ਲਿਆ ਗਿਆ ਕਿ ਕੇਂਦਰ ਸਰਕਾਰ ਵੱਲੋਂ ਕਿਸਾਨਾਂ ਦੀਆਂ ਮੰਗਾਂ ਨਾ ਮੰਨਣ ਦੇ ਵਿਰੋਧ ਵਿੱਚ ਪੰਜਾਬ ਅੰਦਰ 28 ਸਤੰਬਰ ਤੋਂ ਅਤੇ ਦੂਸਰੇ ਸੂਬਿਆਂ ਵਿੱਚ 1 ਅਕਤੂਬਰ ਤੋਂ ਰੇਲਾਂ ਰੋਕੀਆਂ ਜਾਣਗੀਆਂ। ਆਗੂਆਂ ਨੇ ਕਿਹਾ ਕਿ ਹੜ੍ਹਾਂ ਨਾਲ ਹੋਏ ਨੁਕਸਾਨ ਦਾ ਮੁਆਵਜ਼ਾ, ਐਮ.ਐਸ.ਪੀ. ਦੀ ਕਾਨੂੰਨੀ ਗਰੰਟੀ ਅਤੇ ਕਰਜ਼ਾ ਮੁਆਫੀ ਦੀਆਂ ਮੰਗਾਂ ਨੂੰ ਲੈ ਕੇ ਸੰਘਰਸ਼ ਤੇਜ਼ ਕੀਤਾ ਜਾਵੇਗਾ ਅਤੇ ਸਾਰੇ ਕਿਸਾਨਾਂ ਮਜ਼ਦੂਰਾਂ ਨੂੰ ਵੱਡੀ ਗਿਣਤੀ ਵਿੱਚ ਸ਼ਾਮਲ ਹੋਣ ਦੀ ਅਪੀਲ ਕੀਤੀ ਗਈ। — [101, 302, 465, 344]
